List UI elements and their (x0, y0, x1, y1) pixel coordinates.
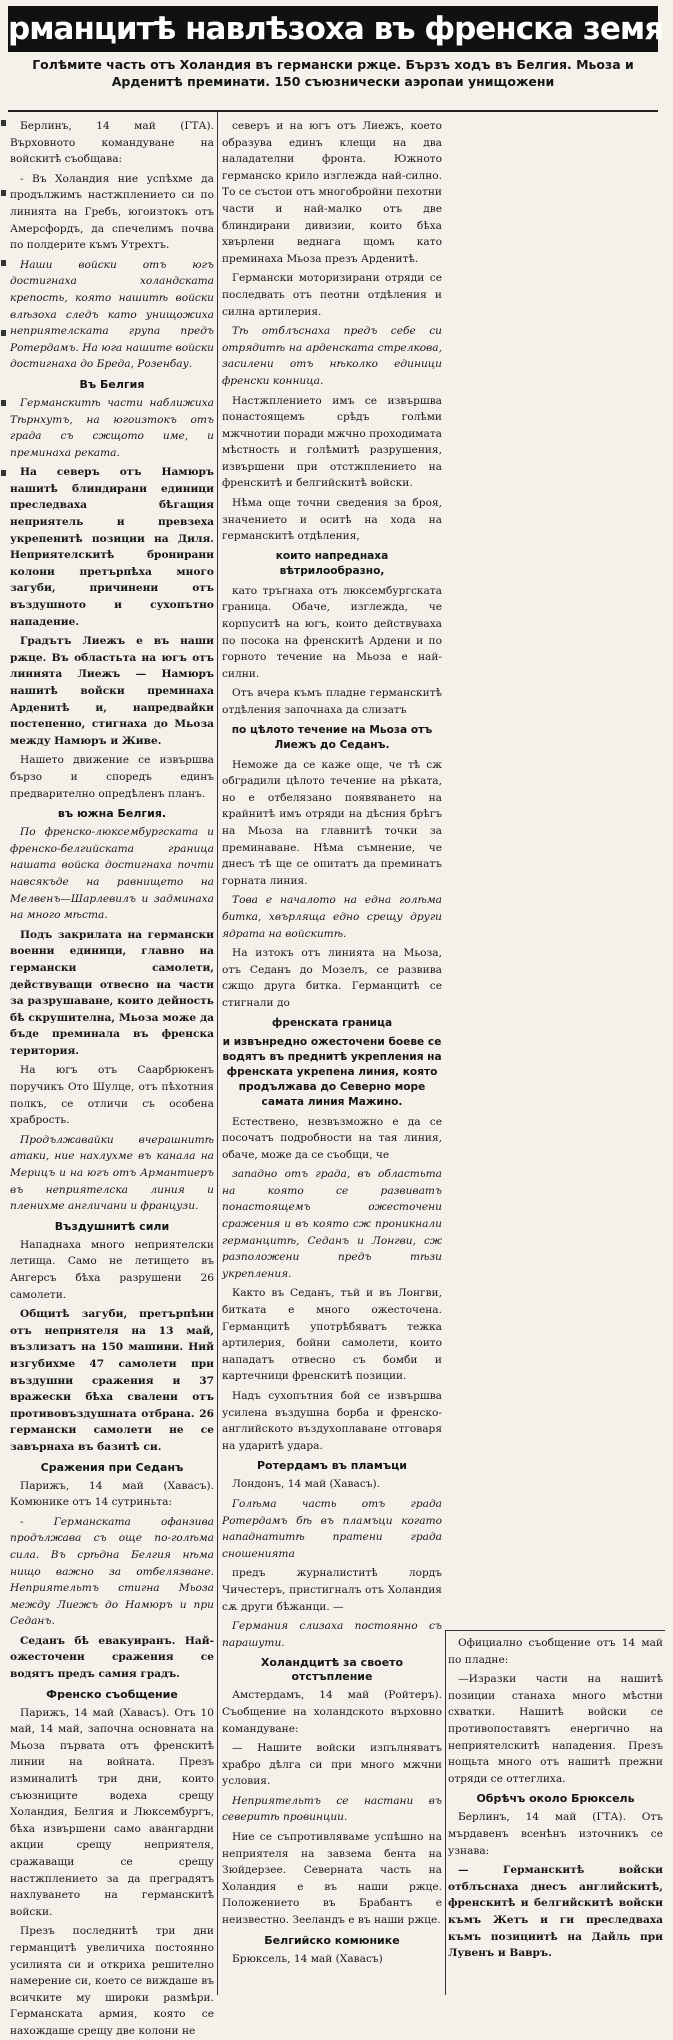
inline-subheading: по цѣлото течение на Мьоза отъ Лиежъ до Седанъ. (231, 723, 433, 751)
paragraph: Брюксель, 14 май (Хавасъ) (232, 1952, 383, 1965)
paragraph: Официално съобщение отъ 14 май по пладне: (448, 1637, 663, 1666)
section-heading: Холандцитѣ за своето отстъпление (260, 1656, 404, 1684)
paragraph: Седанъ бѣ евакуиранъ. Най-ожесточени сражения се водятъ предъ самия градъ. (10, 1634, 214, 1681)
paragraph: Градътъ Лиежъ е въ наши ржце. Въ областьта на югъ отъ линията Лиежъ — Намюръ нашитѣ войски преминаха Арденитѣ и, напредвайки постепенно, стигнаха до Мьоза между Намюръ и Живе. (10, 635, 214, 747)
paragraph: Лондонъ, 14 май (Хавасъ). (232, 1478, 380, 1491)
paragraph: Германскитѣ части наближиха Тѣрнхутъ, на югоизтокъ отъ града съ сжщото име, и преминаха реката. (10, 396, 214, 459)
paragraph: като тръгнаха отъ люксембургската граница. Обаче, изглежда, че корпуситѣ на югъ, които действуваха по посока на френскитѣ Ардени и по горното течение на Мьоза е най-силни. (222, 584, 442, 680)
paragraph: — Германскитѣ войски отблъснаха днесъ английскитѣ, френскитѣ и белгийскитѣ войски къмъ Жетъ и ги преследваха къмъ позициитѣ на Дайль при Лувенъ и Вавръ. (448, 1864, 663, 1960)
section-heading: Ротердамъ въ пламъци (257, 1459, 407, 1473)
section-heading: Обрѣчъ около Брюксель (476, 1792, 635, 1806)
paragraph: Ние се съпротивляваме успѣшно на неприятеля на завзема бента на Зюйдерзее. Северната часть на Холандия е въ наши ржце. Положението въ Брабантъ е неизвестно. Зееландъ е въ наши ржце. (222, 1831, 442, 1927)
section-heading: Сражения при Седанъ (40, 1460, 184, 1474)
paragraph: Общитѣ загуби, претърпѣни отъ неприятеля на 13 май, възлизатъ на 150 машини. Ний изгубихме 47 самолети при въздушни сражения и 37 вражески бѣха свалени отъ противовъздушната отбрана. 26 германски самолети не се завърнаха въ базитѣ си. (10, 1308, 214, 1453)
section-heading: Въ Белгия (79, 377, 145, 391)
paragraph: На изтокъ отъ линията на Мьоза, отъ Седанъ до Мозелъ, се развива сжщо друга битка. Германцитѣ се стигнали до (222, 947, 442, 1009)
paragraph: Това е началото на една голѣма битка, хвърляща едно срещу други ядрата на войскитѣ. (222, 894, 442, 940)
article-column-2 (222, 118, 442, 1993)
paragraph: Както въ Седанъ, тъй и въ Лонгви, битката е много ожесточена. Германцитѣ употрѣбяватъ тежка артилерия, бойни самолети, които нападатъ отвесно съ бомби и картечници френскитѣ позиции. (222, 1287, 442, 1383)
paragraph: Амстердамъ, 14 май (Ройтеръ). Съобщение на холандското върховно командуване: (222, 1689, 442, 1735)
paragraph: Неприятельтъ се настани въ северитѣ провинции. (222, 1794, 442, 1824)
paragraph: Естествено, незвъзможно е да се посочатъ подробности на тая линия, обаче, може да се съобщи, че (222, 1115, 442, 1161)
paragraph: Парижъ, 14 май (Хавасъ). Комюнике отъ 14 сутриньта: (10, 1479, 214, 1509)
inline-subheading: френската граница (271, 1016, 393, 1029)
column-top-rule (445, 1630, 665, 1631)
paragraph: Голѣма часть отъ града Ротердамъ бѣ въ пламъци когато нападнатитѣ пратени града сношенията (222, 1497, 442, 1560)
article-column-3 (448, 1635, 663, 1995)
paragraph: Презъ последнитѣ три дни германцитѣ увеличиха постоянно усилията си и откриха решително намерение си, което се виждаше въ всичките му широки размѣри. Германската армия, която се нахождаше срещу две колони не (10, 1925, 214, 2037)
paragraph: Наши войски отъ югъ достигнаха холандската крепость, която нашитѣ войски влѣзоха следъ като унищожиха неприятелската група предъ Ротердамъ. На юга нашите войски достигнаха до Бреда, Розенбау. (10, 258, 214, 371)
paragraph: По френско-люксембургската и френско-белгийската граница нашата войска достигнаха почти навсякъде на равнището на Мелвенъ—Шарлевилъ и задминаха на много мѣста. (10, 826, 214, 922)
section-heading: въ южна Белгия. (57, 807, 167, 821)
column-divider (445, 1630, 446, 1995)
paragraph: Подъ закрилата на германски военни единици, главно на германски самолети, действуващи отвесно на части за разрушаване, които дейность бѣ скрушителна, Мьоза може да бъде преминала въ френска територия. (10, 928, 214, 1057)
paragraph: Нападнаха много неприятелски летища. Само не летището въ Ангерсъ бѣха разрушени 26 самолети. (10, 1238, 214, 1301)
paragraph: Парижъ, 14 май (Хавасъ). Отъ 10 май, 14 май, започна основната на Мьоза първата отъ френскитѣ линии на войната. Презъ изминалитѣ три дни, които съюзниците водеха срещу Холандия, Белгия и Люксембургъ, бѣха извършени само авангардни акции срещу неприятеля, сражаващи се срещу настжплението за да преградятъ нахлуването на германскитѣ войски. (10, 1706, 214, 1918)
paragraph: Тѣ отблъснаха предъ себе си отрядитѣ на арденската стрелкова, засилени отъ нѣколко единици френски конница. (222, 325, 442, 387)
paragraph: Продължавайки вчерашнитѣ атаки, ние нахлухме въ канала на Мерицъ и на югъ отъ Армантиеръ въ неприятелска линия и пленихме англичани и французи. (10, 1133, 214, 1213)
paragraph: Германия слизаха постоянно съ парашути. (222, 1620, 442, 1649)
paragraph: Берлинъ, 14 май (ГТА). Върховното командуване на войскитѣ съобщава: (10, 120, 214, 166)
paragraph: Нѣма още точни сведения за броя, значението и оситѣ на хода на германскитѣ отдѣления, (222, 497, 442, 543)
paragraph: предъ журналиститѣ лордъ Чичестеръ, пристигналъ отъ Холандия сѫ други бѣжанци. — (222, 1567, 442, 1613)
inline-subheading: и извънредно ожесточени боеве се водятъ въ преднитѣ укрепления на френската укрепена линия, която продължава до Северно море самата линия Мажино. (222, 1035, 442, 1108)
section-heading: Въздушнитѣ сили (54, 1219, 170, 1233)
paragraph: На югъ отъ Саарбрюкенъ поручикъ Ото Шулце, отъ пѣхотния полкъ, се отличи съ особена храбрость. (10, 1064, 214, 1127)
article-column-1 (10, 118, 214, 2037)
subheadline: Голѣмите часть отъ Холандия въ германски ржце. Бързъ ходъ въ Белгия. Мьоза и Арденитѣ преминати. 150 съюзнически аэропаи унищожени (32, 57, 634, 89)
paragraph: северъ и на югъ отъ Лиежъ, което образува единъ клещи на два наладателни фронта. Южното германско крило изглежда най-силно. То се състои отъ многобройни пехотни части и най-малко отъ две блиндирани дивизии, които бѣха хвърлени веднага щомъ като преминаха Мьоза презъ Арденитѣ. (222, 120, 442, 265)
paragraph: Нашето движение се извършва бързо и споредъ единъ предварително опредѣленъ планъ. (10, 754, 214, 800)
paragraph: - Германската офанзива продължава съ още по-голѣма сила. Въ срѣдна Белгия нѣма нищо важно за отбелязване. Неприятельтъ стигна Мьоза между Лиежъ до Намюръ и при Седанъ. (10, 1515, 214, 1628)
paragraph: Настжплението имъ се извършва понастоящемъ срѣдъ голѣми мжчнотии поради мжчно проходимата мѣстность и голѣмитѣ разрушения, извършени при отстжплението на френскитѣ и белгийскитѣ войски. (222, 394, 442, 490)
paragraph: На северъ отъ Намюръ нашитѣ блиндирани единици преследваха бѣгащия неприятель и превзеха укрепенитѣ позиции на Диля. Неприятелскитѣ бронирани колони претърпѣха много загуби, причинени отъ въздушното и сухопътно нападение. (10, 466, 214, 628)
main-headline: рманцитѣ навлѣзоха въ френска земя (8, 6, 658, 52)
paragraph: - Въ Холандия ние успѣхме да продължимъ настжплението си по линията на Гребъ, югоизтокъ отъ Амерсфордъ, да спечелимъ почва по полдерите къмъ Утрехтъ. (10, 172, 214, 252)
inline-subheading: които напреднаха вѣтрилообразно, (275, 549, 389, 577)
section-heading: Белгийско комюнике (264, 1933, 400, 1947)
paragraph: Берлинъ, 14 май (ГТА). Отъ мърдавенъ всенѣнъ източникъ се узнава: (448, 1811, 663, 1857)
margin-binding-marks (0, 120, 8, 520)
paragraph: Надъ сухопътния бой се извършва усилена въздушна борба и френско-английското въздухоплаване отговаря на ударитѣ удара. (222, 1390, 442, 1452)
paragraph: — Нашите войски изпълняватъ храбро дѣлга си при много мжчни условия. (222, 1742, 442, 1788)
column-divider (217, 112, 218, 1995)
paragraph: Неможе да се каже още, че тѣ сж обградили цѣлото течение на рѣката, но е отбелязано появяването на крайнитѣ имъ отряди на дѣсния брѣгъ на Мьоза на главнитѣ точки за преминаване. Нѣма съмнение, че днесъ тѣ ще се опитатъ да преминатъ горната линия. (222, 758, 442, 887)
section-heading: Френско съобщение (46, 1687, 178, 1701)
header-rule (8, 110, 658, 112)
paragraph: Германски моторизирани отряди се последвать отъ пеотни отдѣления и силна артилерия. (222, 272, 442, 318)
paragraph: —Изразки части на нашитѣ позиции станаха много мѣстни схватки. Нашитѣ войски се противопоставятъ енергично на неприятелскитѣ нападения. Презъ нощьта много отъ нашитѣ прежни отряди се оттеглиха. (448, 1673, 663, 1785)
paragraph: Отъ вчера къмъ пладне германскитѣ отдѣления започнаха да слизатъ (222, 687, 442, 716)
paragraph: западно отъ града, въ областьта на която се развиватъ понастоящемъ ожесточени сражения и въ която сж проникнали германцитѣ, Седанъ и Лонгви, сж разположени предъ тѣзи укрепления. (222, 1168, 442, 1280)
